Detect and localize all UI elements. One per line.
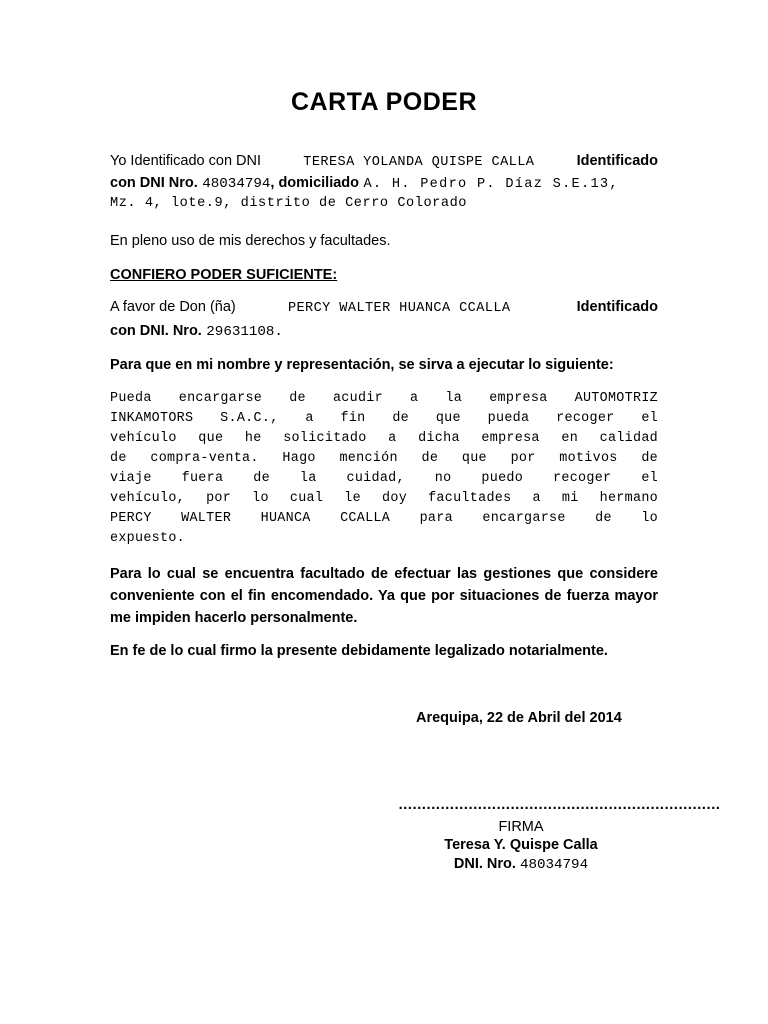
en-fe-statement: En fe de lo cual firmo la presente debidamente legalizado notarialmente. — [110, 643, 608, 659]
attorney-name: PERCY WALTER HUANCA CCALLA — [287, 301, 511, 316]
mandate-line: vehículo, por lo cual le doy facultades a mi hermano — [110, 491, 658, 506]
mandate-line: vehículo que he solicitado a dicha empresa en calidad — [110, 431, 658, 446]
mandate-line: INKAMOTORS S.A.C., a fin de que pueda recoger el — [110, 411, 658, 426]
intro-prefix: Yo Identificado con DNI — [110, 153, 262, 169]
grantor-address-part-1: A. H. Pedro P. Díaz S.E.13, — [363, 177, 619, 192]
signer-dni-label: DNI. Nro. — [453, 856, 516, 872]
rights-statement: En pleno uso de mis derechos y facultades. — [110, 233, 391, 249]
signer-dni: 48034794 — [519, 857, 589, 873]
signature-label: FIRMA — [498, 819, 544, 835]
signer-name: Teresa Y. Quispe Calla — [444, 837, 598, 853]
attorney-dni-label: con DNI. Nro. — [110, 323, 202, 339]
mandate-paragraph — [110, 389, 658, 549]
grantor-address-part-2: Mz. 4, lote.9, distrito de Cerro Colorado — [110, 196, 468, 211]
date-line: Arequipa, 22 de Abril del 2014 — [416, 710, 622, 726]
favor-prefix: A favor de Don (ña) — [110, 299, 236, 315]
intro-line-1 — [110, 153, 658, 173]
mandate-line: Pueda encargarse de acudir a la empresa AUTOMOTRIZ — [110, 391, 658, 406]
intro-line-2 — [110, 174, 658, 194]
mandate-line: PERCY WALTER HUANCA CCALLA para encargarse de lo — [110, 511, 658, 526]
document-title: CARTA PODER — [290, 88, 478, 116]
favor-line-1 — [110, 299, 658, 319]
mandate-line: expuesto. — [110, 531, 186, 546]
favor-line-2 — [110, 322, 658, 342]
confiero-heading: CONFIERO PODER SUFICIENTE: — [110, 267, 338, 283]
signature-line: …………………………………………………………… — [398, 797, 720, 813]
intro-line-3 — [110, 193, 658, 213]
mandate-line: de compra-venta. Hago mención de que por motivos de — [110, 451, 658, 466]
para-que-statement: Para que en mi nombre y representación, se sirva a ejecutar lo siguiente: — [110, 357, 614, 373]
grantor-dni: 48034794 — [202, 176, 271, 192]
grantor-name: TERESA YOLANDA QUISPE CALLA — [303, 155, 535, 170]
para-lo-cual-paragraph: Para lo cual se encuentra facultado de efectuar las gestiones que considere conveniente con el fin encomendado. Ya que por situaciones de fuerza mayor me impiden hacerlo personalmente. — [110, 566, 658, 626]
favor-identificado: Identificado — [576, 299, 658, 315]
intro-identificado: Identificado — [576, 153, 658, 169]
mandate-line: viaje fuera de la cuidad, no puedo recoger el — [110, 471, 658, 486]
signer-dni-line — [398, 856, 644, 873]
domiciliado-label: , domiciliado — [270, 175, 360, 191]
attorney-dni: 29631108. — [206, 324, 283, 340]
dni-label: con DNI Nro. — [110, 175, 198, 191]
